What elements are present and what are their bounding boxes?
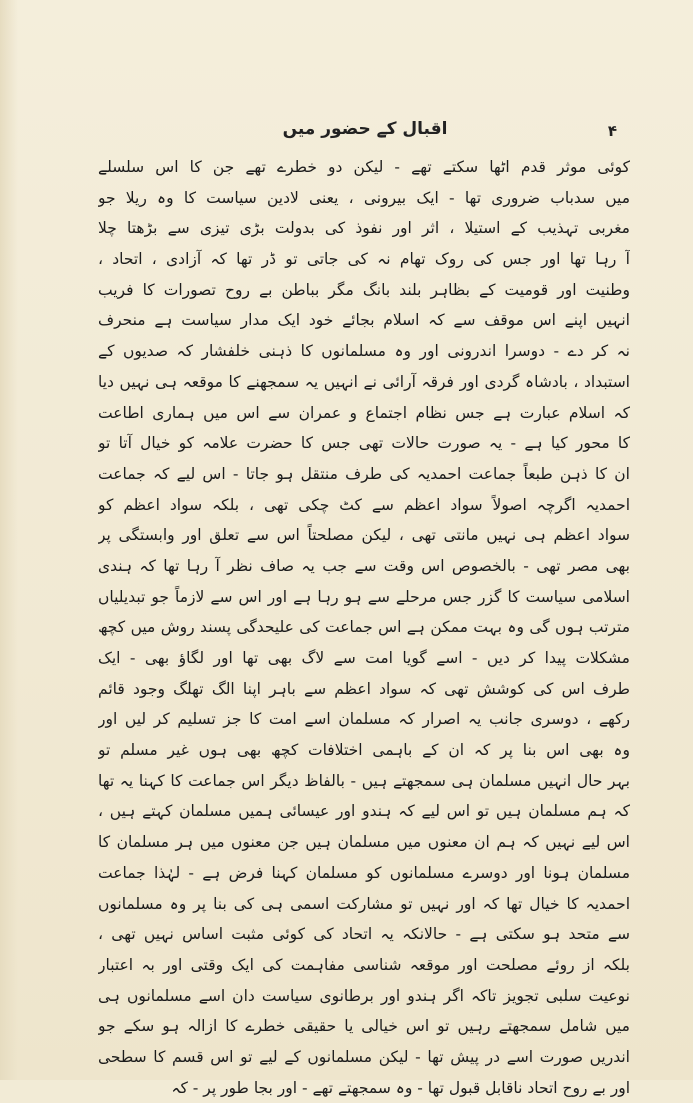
running-head <box>105 118 625 148</box>
text-line: رکھے ، دوسری جانب یہ اصرار کہ مسلمان اسے امت کا جز تسلیم کر لیں اور <box>98 710 630 729</box>
text-line: کہ اسلام عبارت ہے جس نظام اجتماع و عمران سے اس میں ہماری اطاعت <box>98 403 630 422</box>
text-line: بہر حال انہیں مسلمان ہی سمجھتے ہیں - بالفاظ دیگر اس جماعت کا کہنا یہ تھا <box>98 771 630 790</box>
text-line: نہ کر دے - دوسرا اندرونی اور وہ مسلمانوں کا ذہنی خلفشار کہ صدیوں کے <box>98 342 630 361</box>
text-line: احمدیہ اگرچہ اصولاً سواد اعظم سے کٹ چکی تھی ، بلکہ سواد اعظم کو <box>98 495 630 514</box>
text-line: اسلامی سیاست کا گزر جس مرحلے سے ہو رہا ہے اور اس سے لازماً جو تبدیلیاں <box>98 587 630 606</box>
text-line: میں سدباب ضروری تھا - ایک بیرونی ، یعنی لادین سیاست کا وہ ریلا جو <box>98 188 630 207</box>
text-line: مغربی تہذیب کے استیلا ، اثر اور نفوذ کی بدولت بڑی تیزی سے بڑھتا چلا <box>98 219 630 238</box>
page-gutter-shadow <box>0 0 18 1080</box>
text-line: وطنیت اور قومیت کے بظاہر بلند بانگ مگر بباطن بے روح تصورات کا فریب <box>98 280 630 299</box>
text-line: کہ ہم مسلمان ہیں تو اس لیے کہ ہندو اور عیسائی ہمیں مسلمان کہتے ہیں ، <box>98 802 630 821</box>
text-line: مسلمان ہونا اور دوسرے مسلمانوں کو مسلمان کہنا فرض ہے - لہٰذا جماعت <box>98 863 630 882</box>
text-line: مترتب ہوں گی وہ بہت ممکن ہے اس جماعت کی علیحدگی پسند روش میں کچھ <box>98 618 630 637</box>
text-line: طرف اس کی کوشش تھی کہ سواد اعظم سے باہر اپنا الگ تھلگ وجود قائم <box>98 679 630 698</box>
text-line: اس لیے نہیں کہ ہم ان معنوں میں مسلمان ہیں جن معنوں میں ہر مسلمان کا <box>98 833 630 852</box>
running-title: اقبال کے حضور میں <box>282 119 448 139</box>
text-line: کا محور کیا ہے - یہ صورت حالات تھی جس کا حضرت علامہ کو خیال آتا تو <box>98 434 630 453</box>
text-line: اندریں صورت اسے در پیش تھا - لیکن مسلمانوں کے لیے تو اس قسم کا سطحی <box>98 1047 630 1066</box>
text-line: استبداد ، بادشاہ گردی اور فرقہ آرائی نے انہیں یہ سمجھنے کا موقعہ ہی نہیں دیا <box>98 372 630 391</box>
text-line: نوعیت سلبی تجویز تاکہ اگر ہندو اور برطانوی سیاست دان اسے مسلمانوں ہی <box>98 986 630 1005</box>
text-line: وہ بھی اس بنا پر کہ ان کے باہمی اختلافات کچھ بھی ہوں غیر مسلم تو <box>98 741 630 760</box>
text-line: مشکلات پیدا کر دیں - اسے گویا امت سے لاگ بھی تھا اور لگاؤ بھی - ایک <box>98 649 630 667</box>
text-line: سے متحد ہو سکتی ہے - حالانکہ یہ اتحاد کی کوئی مثبت اساس نہیں تھی ، <box>98 925 630 944</box>
text-line: انہیں اپنے اس موقف سے کہ اسلام بجائے خود ایک مدار سیاست ہے منحرف <box>98 311 630 330</box>
text-line: احمدیہ کا خیال تھا کہ اور نہیں تو مشارکت اسمی ہی کی بنا پر وہ مسلمانوں <box>98 894 630 913</box>
text-line: آ رہا تھا اور جس کی روک تھام نہ کی جاتی تو ڈر تھا کہ آزادی ، اتحاد ، <box>98 250 630 269</box>
text-line: ان کا ذہن طبعاً جماعت احمدیہ کی طرف منتقل ہو جاتا - اس لیے کہ جماعت <box>98 464 630 483</box>
page-number: ۴ <box>607 122 617 140</box>
text-line: اور بے روح اتحاد ناقابل قبول تھا - وہ سمجھتے تھے - اور بجا طور پر - کہ <box>171 1078 630 1097</box>
text-line: سواد اعظم ہی نہیں مانتی تھی ، لیکن مصلحتاً اس سے تعلق اور وابستگی پر <box>98 526 630 545</box>
text-line: بھی مصر تھی - بالخصوص اس وقت سے جب یہ صاف نظر آ رہا تھا کہ ہندی <box>98 556 630 575</box>
text-line: بلکہ از روئے مصلحت اور موقعہ شناسی مفاہمت کی ایک وقتی اور بہ اعتبار <box>98 955 630 974</box>
text-line: کوئی موثر قدم اٹھا سکتے تھے - لیکن دو خطرے تھے جن کا اس سلسلے <box>98 158 630 176</box>
text-line: میں شامل سمجھتے رہیں تو اس خیالی یا حقیقی خطرے کا ازالہ ہو سکے جو <box>98 1017 630 1036</box>
body-text <box>98 152 630 1097</box>
